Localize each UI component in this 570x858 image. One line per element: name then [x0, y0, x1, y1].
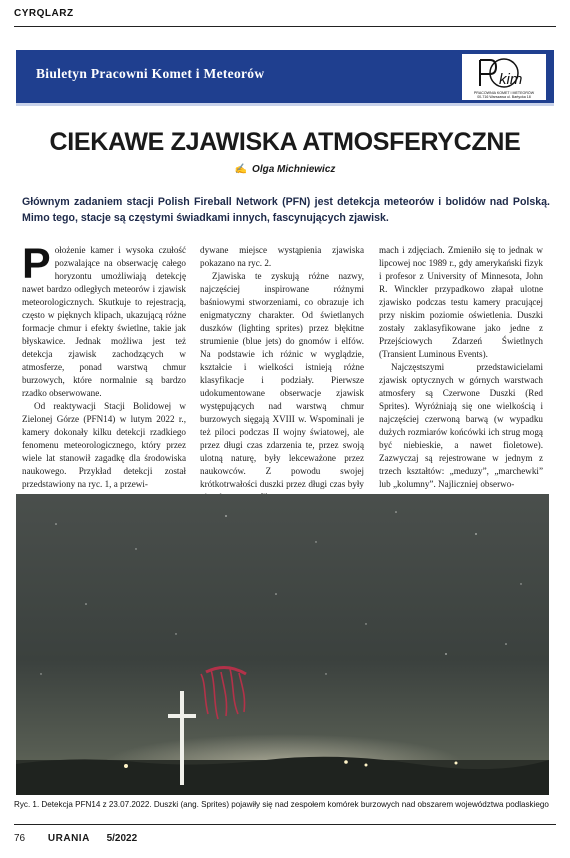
figure-caption: Ryc. 1. Detekcja PFN14 z 23.07.2022. Duszki (ang. Sprites) pojawiły się nad zespołem komórek burzowych nad obszarem województwa podlaskiego — [14, 800, 549, 809]
top-divider — [14, 26, 556, 27]
author-name: Olga Michniewicz — [252, 164, 336, 175]
paragraph: dywane miejsce wystąpienia zjawiska pokazano na ryc. 2. — [200, 245, 364, 268]
svg-text:kim: kim — [499, 71, 523, 88]
author-pen-icon: ✍ — [234, 164, 248, 175]
section-tag: CYRQLARZ — [14, 8, 74, 19]
paragraph: Zjawiska te zyskują różne nazwy, najczęściej inspirowane różnymi baśniowymi stworzeniami, co obrazuje ich enigmatyczny charakter. Od świetlanych duszków (lighting sprites) przez błękitne strumienie (blue jets) do gnomów i elfów. Na podstawie ich różnic w wyglądzie, kształcie i wielkości istnieją różne klasyfikacje i podziały. Pierwsze udokumentowane obserwacje zjawisk występujących nad warstwą chmur burzowych sięgają XVIII w. Wspominali je też piloci podczas II wojny światowej, ale przez długi czas zdarzenia te, przez swoją ulotną naturę, były lekceważone przez naukowców. Z powodu swojej krótkotrwałości duszki przez długi czas były — [200, 271, 364, 489]
bulletin-title: Biuletyn Pracowni Komet i Meteorów — [36, 66, 265, 81]
drop-cap: P — [22, 240, 51, 288]
sprite-photo — [16, 494, 549, 795]
text-column-3 — [379, 244, 543, 491]
issue-number: 5/2022 — [106, 833, 138, 844]
magazine-name: URANIA — [47, 833, 90, 844]
article-title: CIEKAWE ZJAWISKA ATMOSFERYCZNE — [49, 128, 521, 156]
text-column-1 — [22, 240, 186, 491]
paragraph: Najczęstszymi przedstawicielami zjawisk optycznych w górnych warstwach atmosfery są Czerwone Duszki (Red Sprites). Wyróżniają się one wielkością i najczęściej czerwoną barwą (w wypadku dużych rozmiarów końcówki ich strug mogą być niebieskie, a nawet fioletowe). Zazwyczaj są rejestrowane w jednym z trzech kształtów: „meduzy”, „marchewki” lub „kolumny”. Najliczniej obserwo- — [379, 362, 543, 489]
paragraph — [22, 240, 186, 400]
article-lead: Głównym zadaniem stacji Polish Fireball Network (PFN) jest detekcja meteorów i bolidów nad Polską. Mimo tego, stacje są częstymi świadkami innych, fascynujących zjawisk. — [22, 196, 550, 224]
text-column-2 — [200, 244, 364, 504]
paragraph: Od reaktywacji Stacji Bolidowej w Zielonej Górze (PFN14) w lutym 2022 r., kamery dokonały kilku detekcji rzadkiego fenomenu meteorologicznego, który przez wiele lat stanowił zagadkę dla środowiska naukowego. Przykład detekcji został przedstawiony na ryc. 1, a przewi- — [22, 401, 186, 489]
bulletin-banner — [16, 50, 554, 106]
paragraph-text: ołożenie kamer i wysoka czułość pozwalające na obserwację całego horyzontu umożliwiają detekcję nawet bardzo odległych meteorów i zjawisk meteorologicznych. Skutkuje to rejestracją, często w pięknych klipach, ukazującą różne formacje chmur i efekty świetlne, takie jak błyskawice. Jednak możliwa jest też detekcja zjawisk zachodzących w atmosferze, ponad warstwą chmur burzowych, które normalnie są bardzo rzadko obserwowane. — [22, 245, 186, 398]
page-footer — [14, 833, 137, 844]
paragraph: mach i zdjęciach. Zmieniło się to jednak w lipcowej noc 1989 r., gdy amerykański fizyk i profesor z University of Minnesota, John R. Winckler przypadkowo złapał ulotne zjawisko podczas testu kamery pracującej przy niskim poziomie oświetlenia. Duszki zostały zaklasyfikowane jako jedne z Przejściowych Zdarzeń Świetlnych (Transient Luminous Events). — [379, 245, 543, 359]
pkim-logo — [462, 54, 546, 100]
logo-caption-name: PRACOWNIA KOMET I METEORÓW — [473, 91, 535, 95]
bottom-divider — [14, 824, 556, 825]
logo-caption-address: 00-716 Warszawa ul. Bartycka 18 — [477, 95, 531, 99]
page-number: 76 — [14, 833, 26, 844]
author-line — [0, 164, 570, 175]
pkim-logo-mark-icon — [462, 54, 546, 90]
